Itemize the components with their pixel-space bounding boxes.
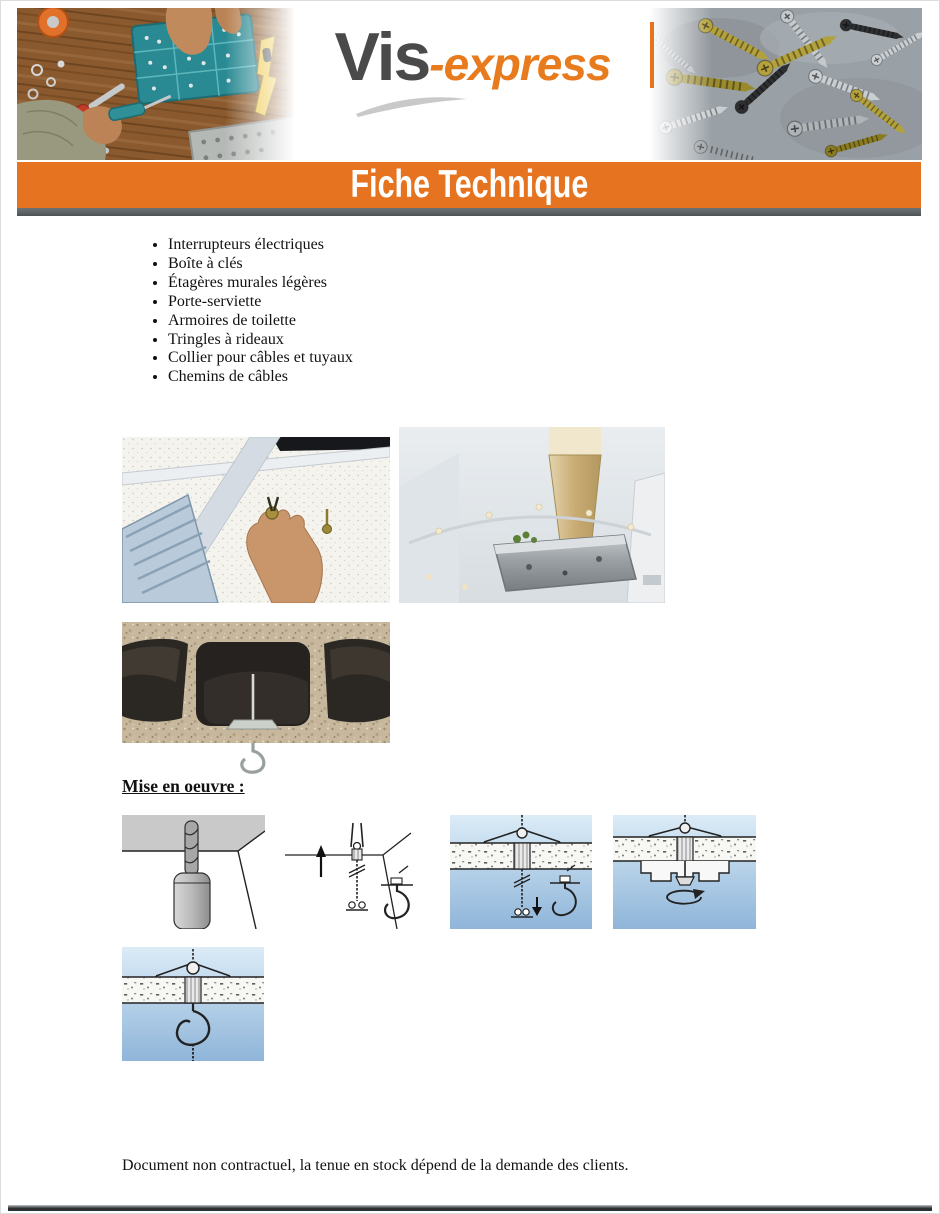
- tighten-on-rail-diagram: [613, 815, 756, 929]
- ceiling-hood-illustration: [399, 427, 665, 603]
- drill-step-illustration: [122, 815, 265, 929]
- workbench-tools-photo: [17, 8, 295, 160]
- banner-title: Fiche Technique: [350, 163, 588, 206]
- logo-text-express: -express: [429, 38, 611, 90]
- workbench-tools-illustration: [17, 8, 295, 160]
- rail-step-illustration: [613, 815, 756, 929]
- applications-list: [146, 236, 353, 387]
- list-item: • Tringles à rideaux: [168, 331, 353, 350]
- logo-zone: [295, 8, 650, 160]
- finished-hook-diagram: [122, 947, 264, 1061]
- list-item: • Interrupteurs électriques: [168, 236, 353, 255]
- hollow-block-illustration: [122, 622, 390, 777]
- hollow-block-toggle-hook-photo: [122, 622, 390, 777]
- list-item: • Collier pour câbles et tuyaux: [168, 349, 353, 368]
- drill-hole-diagram: [122, 815, 265, 929]
- suspended-ceiling-toggle-hand-photo: [122, 437, 390, 603]
- ceiling-hand-illustration: [122, 437, 390, 603]
- list-item: • Armoires de toilette: [168, 312, 353, 331]
- banner: [17, 162, 921, 208]
- toggle-through-slab-diagram: [450, 815, 592, 929]
- insert-step-illustration: [285, 815, 428, 929]
- footer-note: Document non contractuel, la tenue en stock dépend de la demande des clients.: [122, 1157, 629, 1174]
- logo-text-vis: Vis: [334, 19, 430, 95]
- logo-swoosh-icon: [353, 90, 471, 118]
- vis-express-logo: [334, 18, 610, 96]
- list-item: • Chemins de câbles: [168, 368, 353, 387]
- banner-divider: [17, 208, 921, 216]
- implementation-heading: Mise en oeuvre :: [122, 776, 245, 796]
- through-slab-illustration: [450, 815, 592, 929]
- list-item: • Porte-serviette: [168, 293, 353, 312]
- screws-pile-illustration: [650, 8, 922, 160]
- insert-toggle-and-hook-diagram: [285, 815, 428, 929]
- bottom-rule: [8, 1205, 932, 1211]
- ceiling-hood-mounting-photo: [399, 427, 665, 603]
- list-item: • Boîte à clés: [168, 255, 353, 274]
- finished-hook-illustration: [122, 947, 264, 1061]
- list-item: • Étagères murales légères: [168, 274, 353, 293]
- screws-pile-photo: [650, 8, 922, 160]
